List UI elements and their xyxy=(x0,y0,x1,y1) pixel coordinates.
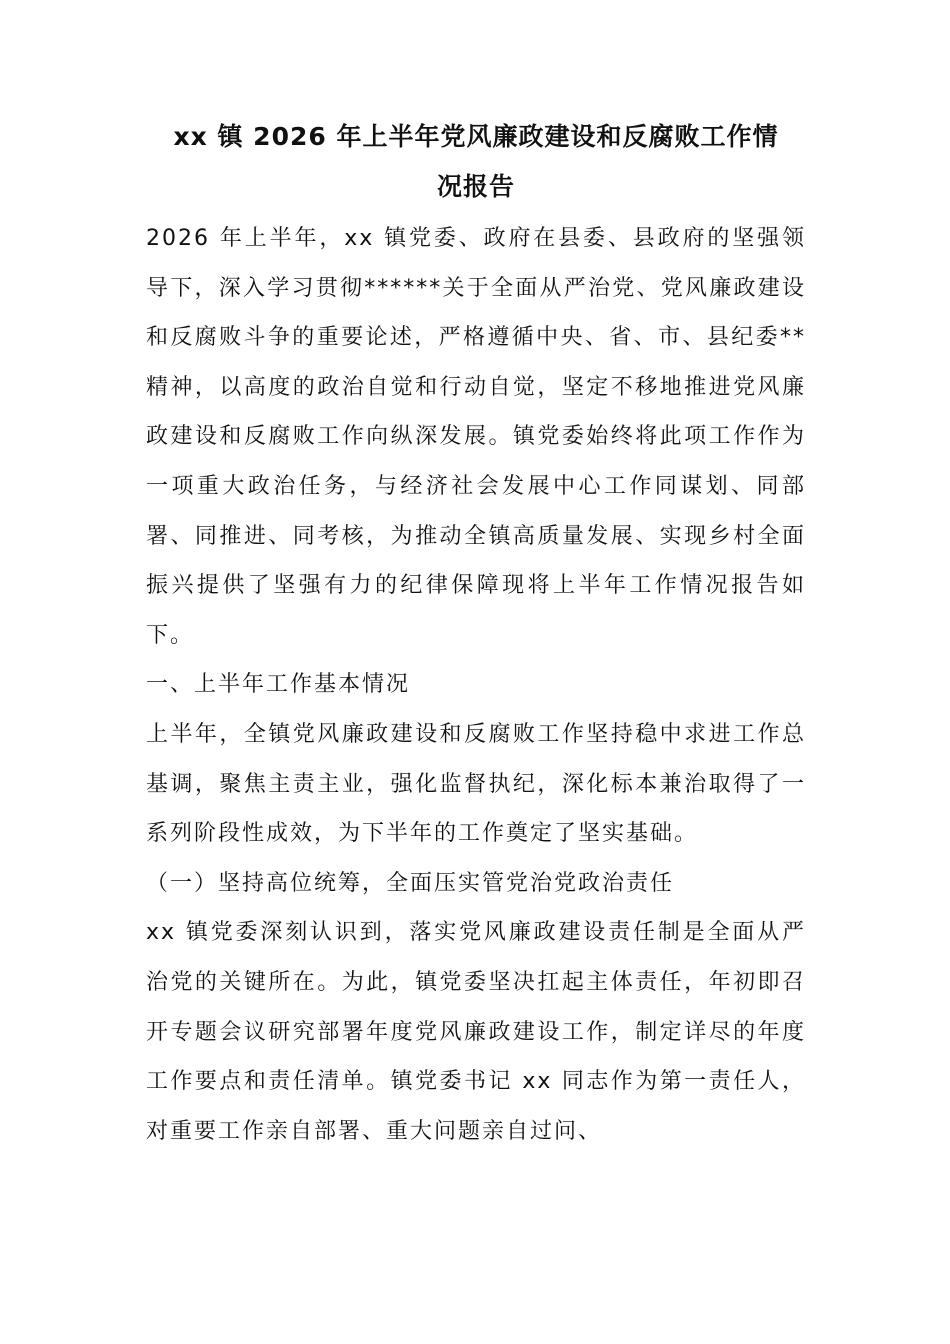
intro-paragraph: 2026 年上半年，xx 镇党委、政府在县委、县政府的坚强领导下，深入学习贯彻******关于全面从严治党、党风廉政建设和反腐败斗争的重要论述，严格遵循中央、省、市、县纪委**精神，以高度的政治自觉和行动自觉，坚定不移地推进党风廉政建设和反腐败工作向纵深发展。镇党委始终将此项工作作为一项重大政治任务，与经济社会发展中心工作同谋划、同部署、同推进、同考核，为推动全镇高质量发展、实现乡村全面振兴提供了坚强有力的纪律保障现将上半年工作情况报告如下。 xyxy=(146,226,806,648)
section-heading-1: 一、上半年工作基本情况 xyxy=(146,672,411,698)
document-title xyxy=(146,112,806,212)
title-line-1: xx 镇 2026 年上半年党风廉政建设和反腐败工作情 xyxy=(173,122,779,151)
section-summary-paragraph: 上半年，全镇党风廉政建设和反腐败工作坚持稳中求进工作总基调，聚焦主责主业，强化监督执纪，深化标本兼治取得了一系列阶段性成效，为下半年的工作奠定了坚实基础。 xyxy=(146,721,806,847)
subsection-paragraph-1: xx 镇党委深刻认识到，落实党风廉政建设责任制是全面从严治党的关键所在。为此，镇党委坚决扛起主体责任，年初即召开专题会议研究部署年度党风廉政建设工作，制定详尽的年度工作要点和责任清单。镇党委书记 xx 同志作为第一责任人，对重要工作亲自部署、重大问题亲自过问、 xyxy=(146,920,806,1144)
document-body xyxy=(146,214,806,1156)
document-page xyxy=(146,112,806,1156)
subsection-heading-1: （一）坚持高位统筹，全面压实管党治党政治责任 xyxy=(146,870,675,896)
title-line-2: 况报告 xyxy=(436,172,515,201)
